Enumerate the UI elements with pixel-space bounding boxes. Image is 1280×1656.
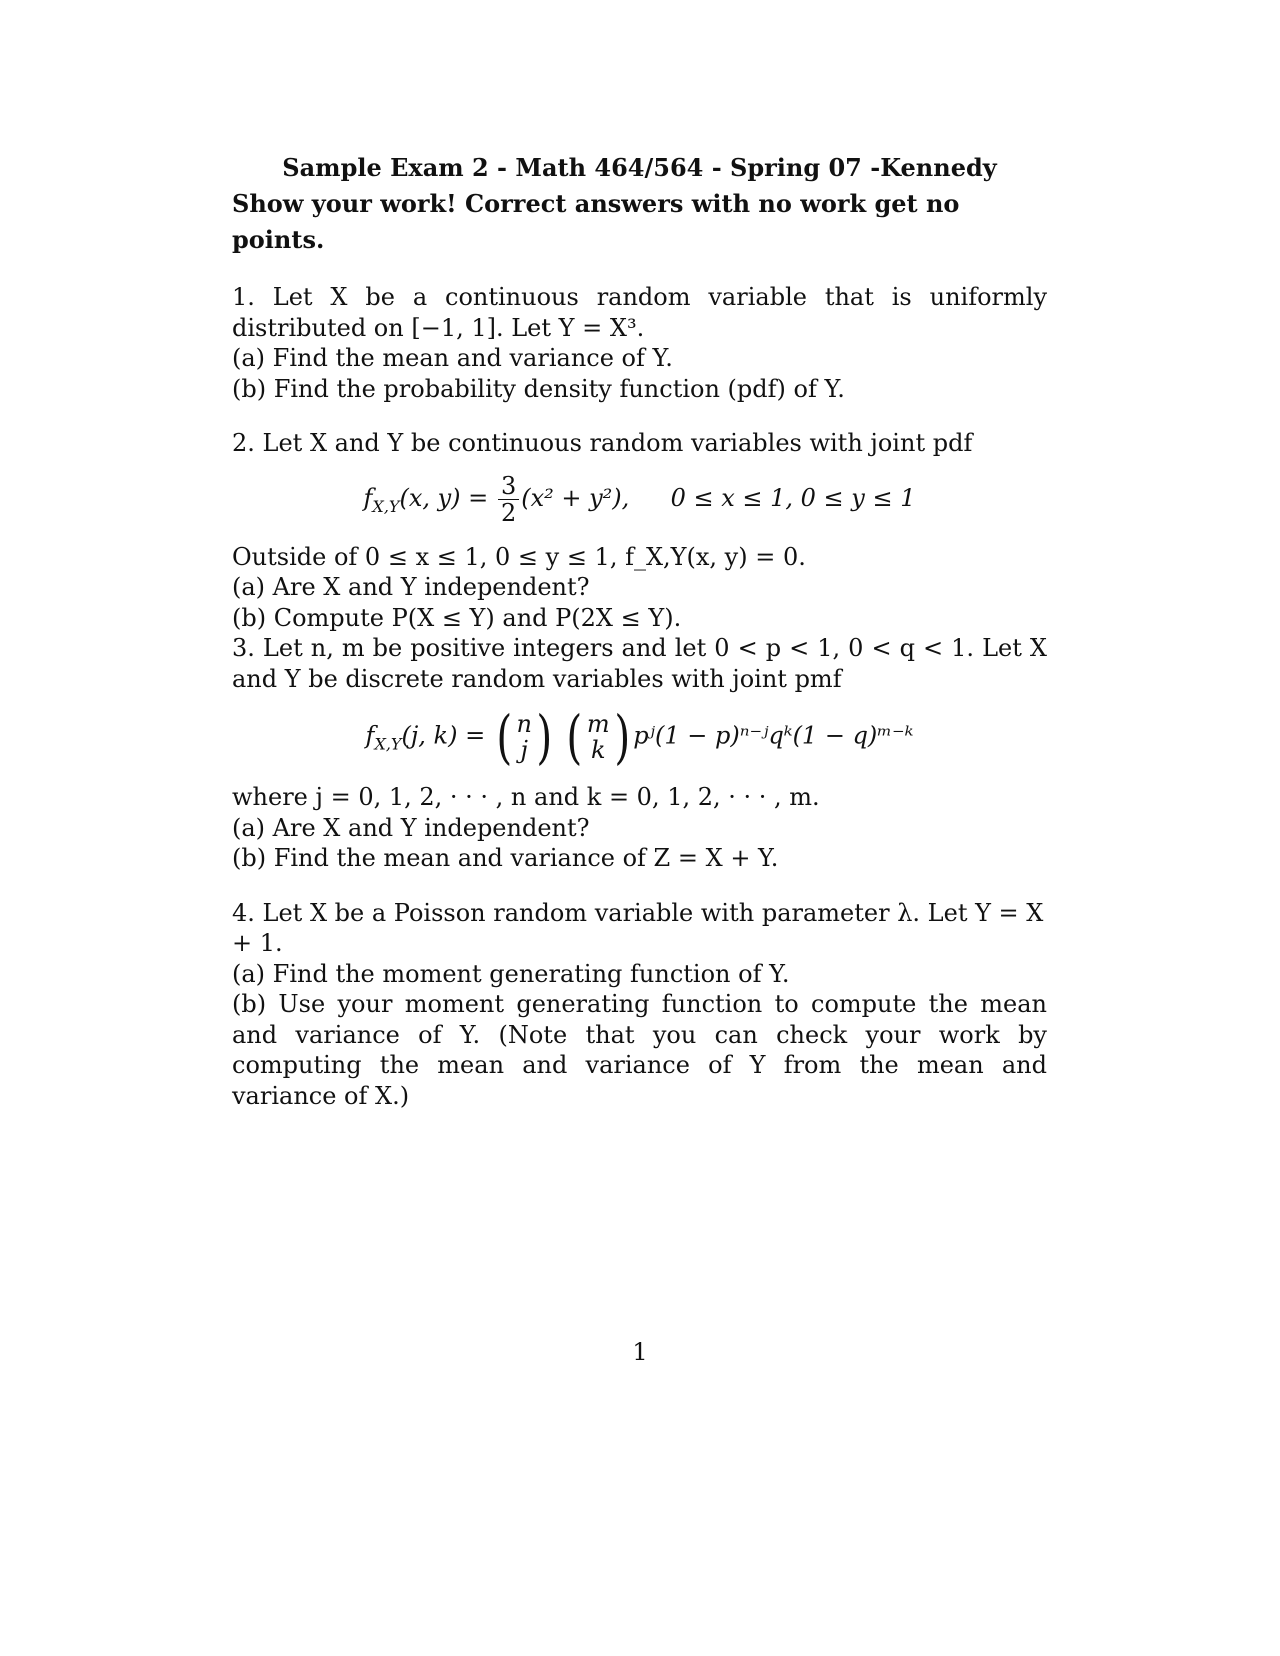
formula-lhs-subscript: X,Y — [372, 496, 400, 516]
page-number: 1 — [632, 1338, 648, 1366]
joint-pmf-formula — [232, 703, 1047, 771]
fraction-denominator: 2 — [500, 498, 517, 527]
binomial-top: m — [586, 710, 610, 738]
formula-lhs-args: (j, k) = — [401, 721, 486, 750]
problem-statement: 4. Let X be a Poisson random variable with parameter λ. Let Y = X + 1. — [232, 898, 1044, 957]
problem-part: (b) Find the mean and variance of Z = X + Y. — [232, 844, 779, 872]
problem-statement: 2. Let X and Y be continuous random variables with joint pdf — [232, 429, 973, 457]
problem-note: Outside of 0 ≤ x ≤ 1, 0 ≤ y ≤ 1, f_X,Y(x, y) = 0. — [232, 542, 806, 571]
problem-part: (b) Find the probability density function (pdf) of Y. — [232, 374, 845, 403]
formula-lhs-args: (x, y) = — [399, 483, 489, 512]
problem-2 — [232, 428, 1047, 633]
fraction — [498, 473, 519, 526]
problem-part: (b) Compute P(X ≤ Y) and P(2X ≤ Y). — [232, 603, 682, 632]
problem-part: (a) Find the moment generating function of Y. — [232, 959, 790, 988]
binomial-coefficient: ( n j ) — [496, 703, 553, 771]
problem-1 — [232, 282, 1047, 404]
problem-3 — [232, 633, 1047, 874]
problem-statement: 3. Let n, m be positive integers and let 0 < p < 1, 0 < q < 1. Let X and Y be discrete random variables with joint pmf — [232, 634, 1047, 693]
fraction-numerator: 3 — [498, 473, 519, 500]
exam-instruction: Show your work! Correct answers with no work get no points. — [232, 189, 960, 254]
problem-part: (a) Are X and Y independent? — [232, 813, 590, 842]
problem-statement: 1. Let X be a continuous random variable that is uniformly distributed on [−1, 1]. Let Y = X³. — [232, 283, 1047, 342]
problem-note: where j = 0, 1, 2, · · · , n and k = 0, 1, 2, · · · , m. — [232, 783, 820, 811]
binomial-top: n — [516, 710, 532, 738]
formula-lhs-subscript: X,Y — [374, 734, 402, 754]
problem-part: (a) Are X and Y independent? — [232, 573, 590, 601]
problem-part: (a) Find the mean and variance of Y. — [232, 344, 673, 372]
problem-part: (b) Use your moment generating function to compute the mean and variance of Y. (Note that you can check your work by computing the mean and variance of Y from the mean and variance of X.) — [232, 990, 1047, 1110]
binomial-bottom: j — [520, 736, 528, 764]
formula-domain: 0 ≤ x ≤ 1, 0 ≤ y ≤ 1 — [670, 483, 916, 512]
exam-title: Sample Exam 2 - Math 464/564 - Spring 07 -Kennedy — [282, 153, 997, 182]
binomial-bottom: k — [590, 736, 606, 764]
exam-page — [232, 150, 1047, 1111]
formula-lhs: f — [365, 721, 375, 750]
formula-rhs: pʲ(1 − p)ⁿ⁻ʲqᵏ(1 − q)ᵐ⁻ᵏ — [633, 721, 914, 750]
binomial-coefficient: ( m k ) — [566, 703, 630, 771]
formula-rhs: (x² + y²), — [521, 483, 630, 512]
problem-4 — [232, 898, 1047, 1112]
joint-pdf-formula — [232, 473, 1047, 526]
formula-lhs: f — [363, 483, 373, 512]
